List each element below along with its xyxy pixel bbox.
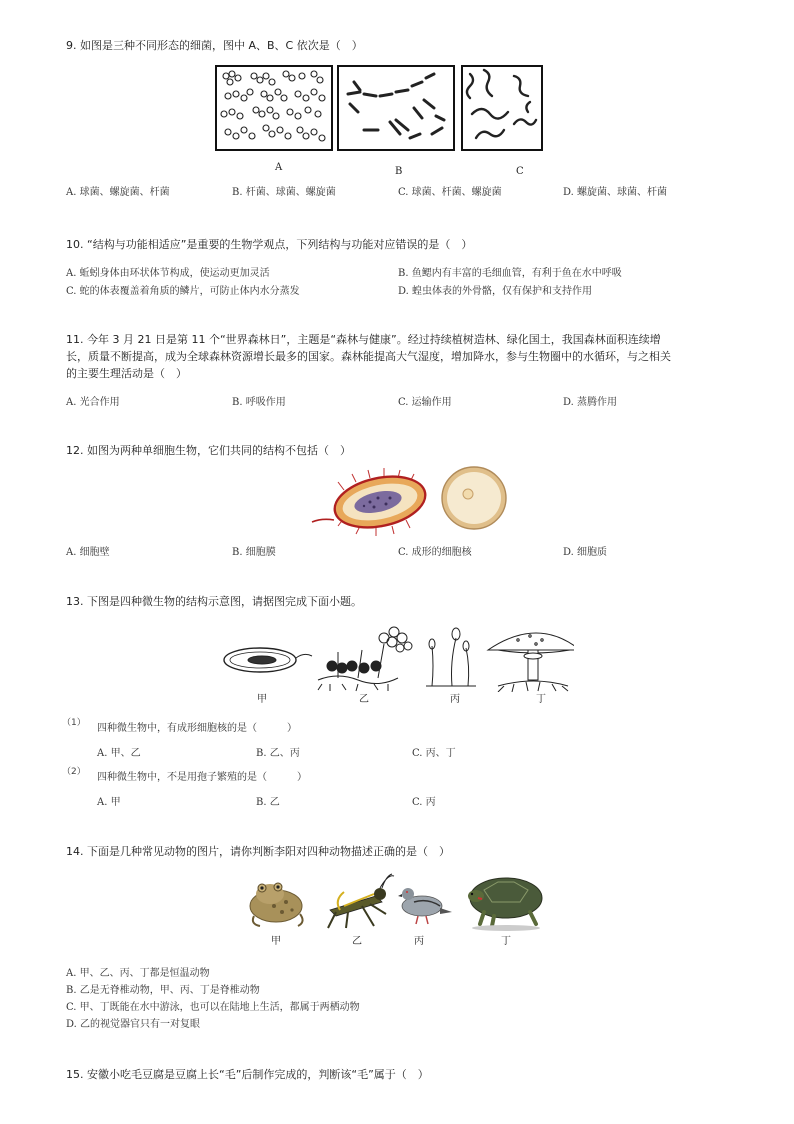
- yeast-cell-illustration: [442, 467, 506, 529]
- q9-option-a[interactable]: A. 球菌、螺旋菌、杆菌: [66, 187, 170, 198]
- q13-sub2-option-a[interactable]: A. 甲: [97, 797, 121, 808]
- unicellular-figure: [304, 464, 514, 536]
- label-a: A: [275, 162, 283, 173]
- bacterium-illustration: [312, 468, 430, 536]
- q12-option-c[interactable]: C. 成形的细胞核: [398, 547, 472, 558]
- q14-option-c[interactable]: C. 甲、丁既能在水中游泳，也可以在陆地上生活，都属于两栖动物: [66, 1002, 360, 1013]
- q12-option-a[interactable]: A. 细胞壁: [66, 547, 110, 558]
- q11-stem-line1: 11. 今年 3 月 21 日是第 11 个“世界森林日”，主题是“森林与健康”。经过持续植树造林、绿化国土，我国森林面积连续增: [66, 333, 661, 346]
- q9-option-d[interactable]: D. 螺旋菌、球菌、杆菌: [563, 187, 668, 198]
- pigeon-illustration: [398, 888, 452, 924]
- q10-stem: 10. “结构与功能相适应”是重要的生物学观点，下列结构与功能对应错误的是（ ）: [66, 238, 473, 251]
- q14-label-ding: 丁: [501, 936, 511, 947]
- turtle-illustration: [468, 878, 542, 931]
- q12-stem: 12. 如图为两种单细胞生物，它们共同的结构不包括（ ）: [66, 444, 351, 457]
- q10-option-d[interactable]: D. 蝗虫体表的外骨骼，仅有保护和支持作用: [398, 286, 593, 297]
- q11-option-c[interactable]: C. 运输作用: [398, 397, 452, 408]
- q14-label-bing: 丙: [414, 936, 424, 947]
- q13-label-bing: 丙: [450, 694, 460, 705]
- frog-illustration: [250, 883, 303, 926]
- q13-sub1-stem: 四种微生物中，有成形细胞核的是（ ）: [97, 723, 297, 734]
- q12-option-d[interactable]: D. 细胞质: [563, 547, 608, 558]
- mushroom-sketch: [488, 633, 574, 692]
- q14-option-d[interactable]: D. 乙的视觉器官只有一对复眼: [66, 1019, 201, 1030]
- q13-sub2-option-b[interactable]: B. 乙: [256, 797, 280, 808]
- label-c: C: [516, 166, 524, 177]
- q9-option-c[interactable]: C. 球菌、杆菌、螺旋菌: [398, 187, 502, 198]
- q15-stem: 15. 安徽小吃毛豆腐是豆腐上长“毛”后制作完成的，判断该“毛”属于（ ）: [66, 1068, 429, 1081]
- q9-stem: 9. 如图是三种不同形态的细菌，图中 A、B、C 依次是（ ）: [66, 39, 363, 52]
- q13-label-ding: 丁: [536, 694, 546, 705]
- q13-sub1-option-c[interactable]: C. 丙、丁: [412, 748, 456, 759]
- q13-sub2-number: （2）: [62, 767, 86, 777]
- q11-option-a[interactable]: A. 光合作用: [66, 397, 120, 408]
- q14-label-yi: 乙: [352, 936, 362, 947]
- q9-option-b[interactable]: B. 杆菌、球菌、螺旋菌: [232, 187, 336, 198]
- q13-sub1-option-b[interactable]: B. 乙、丙: [256, 748, 300, 759]
- q13-sub2-stem: 四种微生物中，不是用孢子繁殖的是（ ）: [97, 772, 307, 783]
- q14-stem: 14. 下面是几种常见动物的图片，请你判断李阳对四种动物描述正确的是（ ）: [66, 845, 450, 858]
- microorganism-figure: [218, 622, 574, 692]
- animals-figure: [244, 870, 554, 932]
- q10-option-b[interactable]: B. 鱼鳃内有丰富的毛细血管，有利于鱼在水中呼吸: [398, 268, 622, 279]
- q11-stem-line3: 的主要生理活动是（ ）: [66, 367, 187, 380]
- q13-sub1-number: （1）: [62, 718, 86, 728]
- q11-stem-line2: 长，质量不断提高，成为全球森林资源增长最多的国家。森林能提高大气湿度，增加降水，参与生物圈中的水循环，与之相关: [66, 350, 671, 363]
- q14-option-a[interactable]: A. 甲、乙、丙、丁都是恒温动物: [66, 968, 210, 979]
- bacterium-sketch: [224, 648, 312, 672]
- q14-label-jia: 甲: [271, 936, 281, 947]
- q13-sub2-option-c[interactable]: C. 丙: [412, 797, 436, 808]
- label-b: B: [395, 166, 403, 177]
- q13-label-yi: 乙: [359, 694, 369, 705]
- grasshopper-illustration: [328, 874, 394, 928]
- bacteria-figure: [214, 64, 544, 154]
- penicillium-sketch: [426, 628, 476, 686]
- q13-label-jia: 甲: [257, 694, 267, 705]
- q10-option-a[interactable]: A. 蚯蚓身体由环状体节构成，使运动更加灵活: [66, 268, 270, 279]
- q13-sub1-option-a[interactable]: A. 甲、乙: [97, 748, 141, 759]
- q10-option-c[interactable]: C. 蛇的体表覆盖着角质的鳞片，可防止体内水分蒸发: [66, 286, 300, 297]
- q12-option-b[interactable]: B. 细胞膜: [232, 547, 276, 558]
- q11-option-d[interactable]: D. 蒸腾作用: [563, 397, 618, 408]
- q13-stem: 13. 下图是四种微生物的结构示意图，请据图完成下面小题。: [66, 595, 362, 608]
- q11-option-b[interactable]: B. 呼吸作用: [232, 397, 286, 408]
- q14-option-b[interactable]: B. 乙是无脊椎动物，甲、丙、丁是脊椎动物: [66, 985, 260, 996]
- mold-sketch: [318, 627, 412, 691]
